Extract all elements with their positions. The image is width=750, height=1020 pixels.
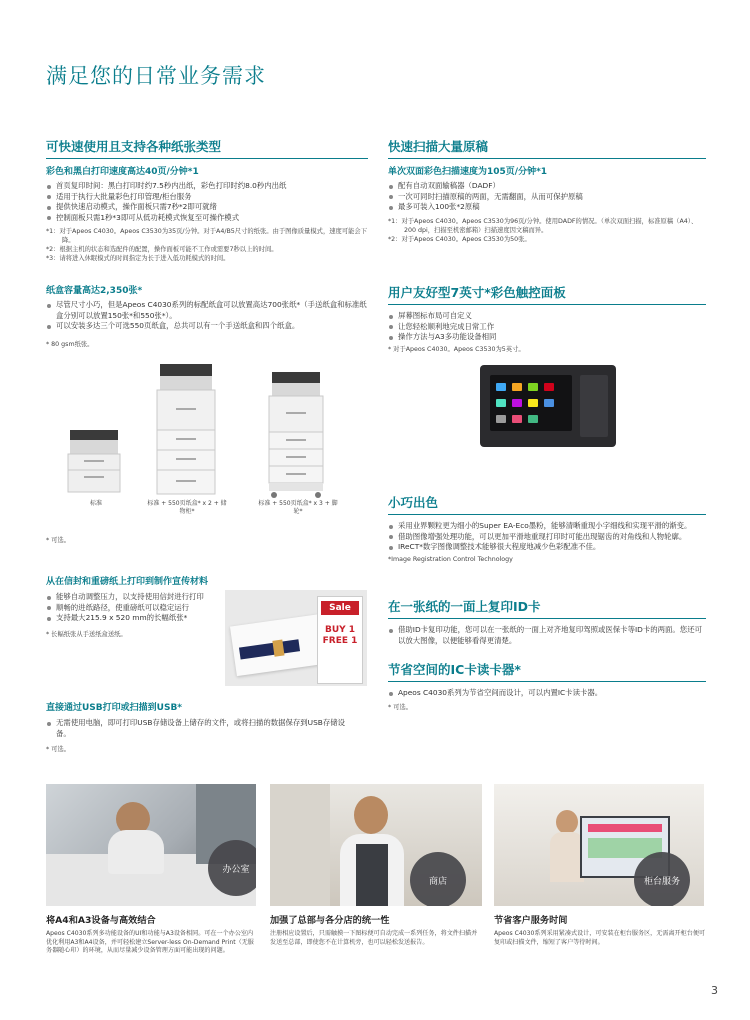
list-item: 借助ID卡复印功能，您可以在一张纸的一面上对齐地复印驾照或医保卡等ID卡的两面。您还可以放大图像，以便能够看得更清楚。 bbox=[388, 625, 706, 646]
envelope-and-poster-image bbox=[225, 590, 367, 686]
footnote: * 对于Apeos C4030。Apeos C3530为5英寸。 bbox=[388, 345, 525, 353]
list-item: 最多可装入100张*2原稿 bbox=[388, 202, 706, 213]
printer-standard bbox=[68, 430, 120, 492]
footnote: * 可选。 bbox=[388, 703, 413, 711]
sub-heading: 彩色和黑白打印速度高达40页/分钟*1 bbox=[46, 167, 199, 177]
bullet-list bbox=[388, 625, 706, 646]
printer-with-casters bbox=[269, 372, 323, 498]
panel-side-area bbox=[580, 375, 608, 437]
list-item: 无需使用电脑，即可打印USB存储设备上储存的文件，或将扫描的数据保存到USB存储设备。 bbox=[46, 718, 356, 739]
section-paper-speed bbox=[46, 137, 368, 263]
counter-badge: 柜台服务 bbox=[634, 852, 690, 906]
sub-heading: 纸盒容量高达2,350张* bbox=[46, 286, 143, 296]
list-item: 提供快速启动模式，操作面板只需7秒*2即可就绪 bbox=[46, 202, 368, 213]
bullet-list bbox=[388, 181, 706, 213]
sale-poster-image bbox=[317, 596, 363, 684]
printer-configurations-illustration bbox=[60, 362, 360, 502]
list-item: 操作方法与A3多功能设备相同 bbox=[388, 332, 706, 343]
footnote: *1：对于Apeos C4030。Apeos C3530为96页/分钟。使用DADF的情况。（单次双面扫描，标准原稿（A4）、200 dpi，扫描至机密邮箱）扫描速度因文稿而异。 bbox=[388, 217, 698, 234]
section-heading: 可快速使用且支持各种纸张类型 bbox=[46, 137, 368, 159]
shop-badge: 商店 bbox=[410, 852, 466, 906]
section-tray-capacity bbox=[46, 283, 368, 349]
footnote: *1：对于Apeos C4030。Apeos C3530为35页/分钟。对于A4/B5尺寸的纸张。由于图像质量模式，速度可能会下降。 bbox=[46, 228, 368, 245]
printer-with-cabinet bbox=[157, 364, 215, 494]
list-item: 适用于执行大批量彩色打印管理/柜台服务 bbox=[46, 192, 368, 203]
list-item: 一次可同时扫描原稿的两面，无需翻面，从而可保护原稿 bbox=[388, 192, 706, 203]
bullet-list bbox=[46, 300, 368, 332]
section-usb bbox=[46, 700, 368, 754]
page-number: 3 bbox=[711, 984, 718, 997]
machine-label: 标准 bbox=[89, 500, 102, 507]
section-touch-panel bbox=[388, 283, 706, 354]
footnote: * 长幅纸张从手送纸盒送纸。 bbox=[46, 630, 127, 638]
bullet-list bbox=[388, 688, 706, 699]
panel-screen bbox=[490, 375, 572, 431]
section-heading: 节省空间的IC卡读卡器* bbox=[388, 660, 706, 682]
footnote: *3：请将进入休眠模式的时间指定为长于进入低功耗模式的时间。 bbox=[46, 255, 230, 263]
section-envelope-printing bbox=[46, 574, 221, 639]
section-heading: 快速扫描大量原稿 bbox=[388, 137, 706, 159]
envelope-image bbox=[230, 614, 328, 676]
caption-text: 注册相应设置后，只需触摸一下图标便可自动完成一系列任务，将文件扫描并发送至总部，即使您不在计算机旁，也可以轻松发送报告。 bbox=[270, 930, 478, 946]
footnote: *2：根据主机的状态和选配件的配置，操作面板可能不工作或需要7秒以上的时间。 bbox=[46, 246, 278, 254]
footnotes bbox=[46, 227, 368, 263]
list-item: IReCT*数字图像调整技术能够很大程度地减少色彩配准不佳。 bbox=[388, 542, 706, 553]
list-item: 让您轻松顺利地完成日常工作 bbox=[388, 322, 706, 333]
list-item: 配有自动双面输稿器（DADF） bbox=[388, 181, 706, 192]
list-item: 可以安装多达三个可选550页纸盒，总共可以有一个手送纸盒和四个纸盒。 bbox=[46, 321, 368, 332]
machine-label: 标准 + 550页纸盒* x 2 + 储物柜* bbox=[147, 500, 227, 515]
footnote: * 可选。 bbox=[46, 746, 71, 754]
bullet-list bbox=[46, 718, 356, 739]
bullet-list bbox=[388, 311, 706, 343]
list-item: 借助图像增强处理功能，可以更加平滑地重现打印时可能出现锯齿的对角线和人物轮廓。 bbox=[388, 532, 706, 543]
caption-text: Apeos C4030系列采用紧凑式设计，可安装在柜台服务区，无需离开柜台便可复印或扫描文件，缩短了客户等待时间。 bbox=[494, 930, 706, 946]
office-badge: 办公室 bbox=[208, 840, 256, 896]
list-item: 首页复印时间：黑白打印时约7.5秒内出纸，彩色打印时约8.0秒内出纸 bbox=[46, 181, 368, 192]
section-heading: 用户友好型7英寸*彩色触控面板 bbox=[388, 283, 706, 305]
footnote: * 可选。 bbox=[46, 537, 71, 544]
section-ic-card-reader bbox=[388, 660, 706, 712]
list-item: 能够自动调整压力，以支持使用信封进行打印 bbox=[46, 592, 221, 603]
machine-label: 标准 + 550页纸盒* x 3 + 脚轮* bbox=[258, 500, 338, 515]
footnote: * 80 gsm纸张。 bbox=[46, 340, 94, 348]
caption-text: Apeos C4030系列多功能设备的UI和功能与A3设备相同。可在一个办公室内优化利用A3和A4设备，并可轻松建立Server-less On-Demand Print（无服务器随心印）的环境，从而尽量减少设备管理方面可能出现的问题。 bbox=[46, 930, 254, 955]
counter-service-photo bbox=[494, 784, 704, 906]
footnote: *Image Registration Control Technology bbox=[388, 555, 513, 563]
buy-one-free-one-label: BUY 1 FREE 1 bbox=[322, 625, 358, 646]
touch-panel-image bbox=[480, 365, 616, 447]
shop-caption bbox=[270, 912, 482, 947]
caption-title: 节省客户服务时间 bbox=[494, 915, 568, 926]
section-compact bbox=[388, 493, 706, 564]
list-item: 尽管尺寸小巧，但是Apeos C4030系列的标配纸盒可以放置高达700张纸*（手送纸盒和标准纸盒分别可以放置150张*和550张*）。 bbox=[46, 300, 368, 321]
office-photo bbox=[46, 784, 256, 906]
sub-heading: 从在信封和重磅纸上打印到制作宣传材料 bbox=[46, 577, 209, 587]
sub-heading: 直接通过USB打印或扫描到USB* bbox=[46, 703, 183, 713]
list-item: Apeos C4030系列为节省空间而设计，可以内置IC卡读卡器。 bbox=[388, 688, 706, 699]
bullet-list bbox=[46, 181, 368, 223]
shop-photo bbox=[270, 784, 482, 906]
footnotes bbox=[388, 217, 706, 244]
bullet-list bbox=[46, 592, 221, 624]
office-caption bbox=[46, 912, 258, 956]
sale-label: Sale bbox=[321, 601, 359, 615]
page-title: 满足您的日常业务需求 bbox=[46, 64, 266, 88]
section-heading: 小巧出色 bbox=[388, 493, 706, 515]
footnote: *2：对于Apeos C4030。Apeos C3530为50张。 bbox=[388, 235, 531, 243]
counter-caption bbox=[494, 912, 706, 947]
sub-heading: 单次双面彩色扫描速度为105页/分钟*1 bbox=[388, 167, 548, 177]
list-item: 屏幕图标布局可自定义 bbox=[388, 311, 706, 322]
list-item: 支持最大215.9 x 520 mm的长幅纸张* bbox=[46, 613, 221, 624]
list-item: 顺畅的进纸路径，使重磅纸可以稳定运行 bbox=[46, 603, 221, 614]
section-id-copy bbox=[388, 597, 706, 646]
caption-title: 加强了总部与各分店的统一性 bbox=[270, 915, 390, 926]
list-item: 采用业界颗粒更为细小的Super EA-Eco墨粉，能够清晰重现小字细线和实现平滑的渐变。 bbox=[388, 521, 706, 532]
list-item: 控制面板只需1秒*3即可从低功耗模式恢复至可操作模式 bbox=[46, 213, 368, 224]
section-fast-scan bbox=[388, 137, 706, 244]
caption-title: 将A4和A3设备与高效结合 bbox=[46, 915, 156, 926]
bullet-list bbox=[388, 521, 706, 553]
app-icons-grid bbox=[490, 375, 572, 431]
section-heading: 在一张纸的一面上复印ID卡 bbox=[388, 597, 706, 619]
